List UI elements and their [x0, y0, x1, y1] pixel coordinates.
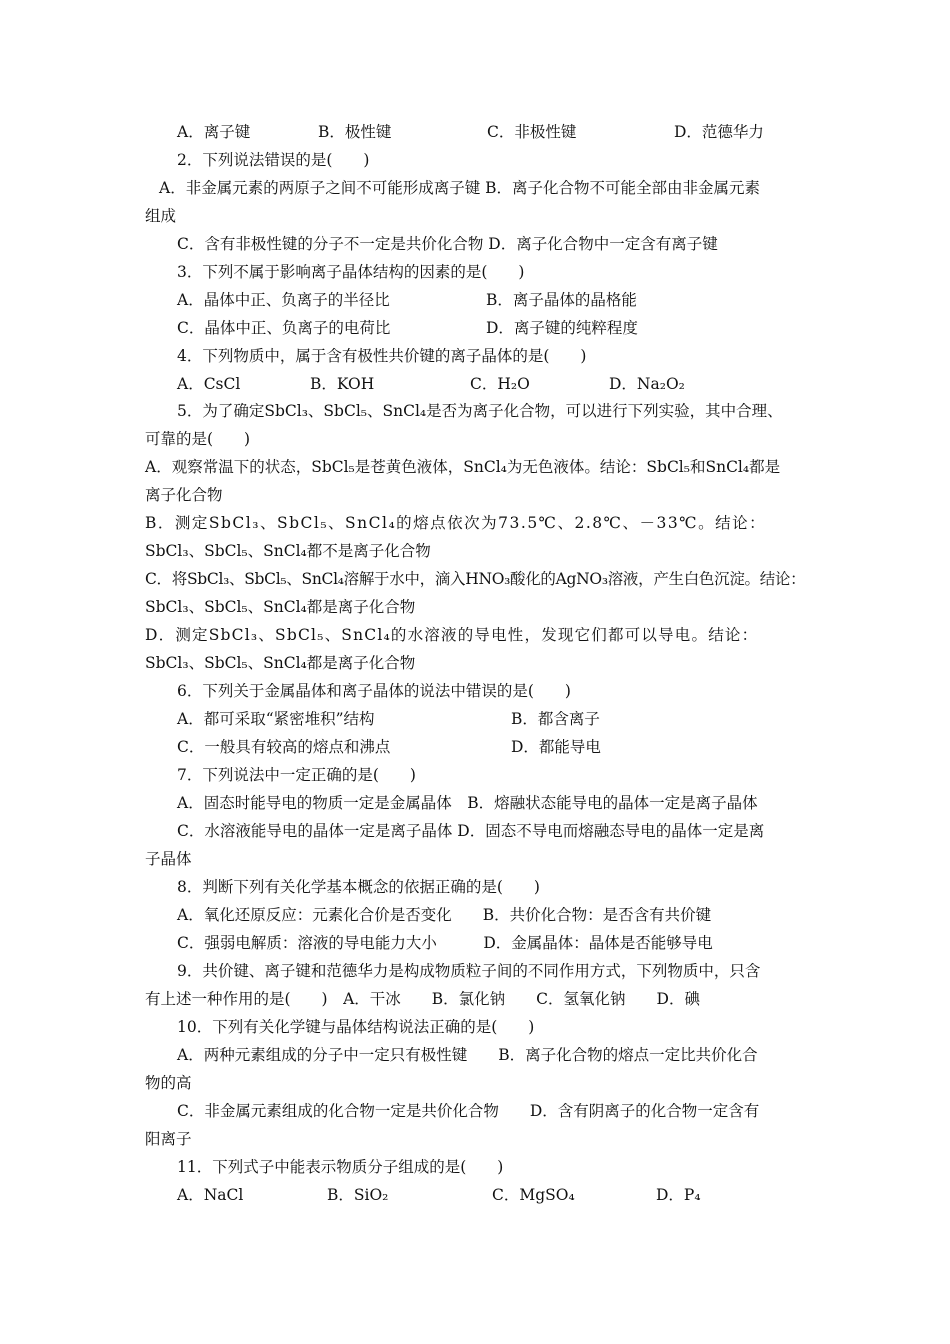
q5-option-d-line1: D．测定SbCl₃、SbCl₅、SnCl₄的水溶液的导电性，发现它们都可以导电。结论： [145, 626, 759, 644]
q5-option-d-line2: SbCl₃、SbCl₅、SnCl₄都是离子化合物 [145, 654, 416, 672]
q4-option-a: A．CsCl [177, 375, 241, 393]
q6-option-b: B．都含离子 [511, 710, 600, 728]
q1-option-d: D．范德华力 [674, 123, 764, 141]
q4-option-c: C．H₂O [470, 375, 530, 393]
q9-stem-line2: 有上述一种作用的是( ) A．干冰 B．氯化钠 C．氢氧化钠 D．碘 [145, 990, 700, 1008]
q6-option-a: A．都可采取“紧密堆积”结构 [177, 710, 375, 728]
q3-stem: 3．下列不属于影响离子晶体结构的因素的是( ) [177, 263, 525, 281]
q11-stem: 11．下列式子中能表示物质分子组成的是( ) [177, 1158, 504, 1176]
q5-option-a-line2: 离子化合物 [145, 486, 223, 504]
q11-option-c: C．MgSO₄ [492, 1186, 575, 1204]
q10-options-ab: A．两种元素组成的分子中一定只有极性键 B．离子化合物的熔点一定比共价化合 [177, 1046, 758, 1064]
q5-option-c-line1: C．将SbCl₃、SbCl₅、SnCl₄溶解于水中，滴入HNO₃酸化的AgNO₃溶液，产生白色沉淀。结论： [145, 570, 806, 588]
q1-option-a: A．离子键 [177, 123, 251, 141]
q4-stem: 4．下列物质中，属于含有极性共价键的离子晶体的是( ) [177, 347, 587, 365]
q10-options-ab-cont: 物的高 [145, 1074, 192, 1092]
q5-option-a-line1: A．观察常温下的状态，SbCl₅是苍黄色液体，SnCl₄为无色液体。结论：SbCl₅和SnCl₄都是 [145, 458, 781, 476]
q5-stem-line1: 5．为了确定SbCl₃、SbCl₅、SnCl₄是否为离子化合物，可以进行下列实验，其中合理、 [177, 402, 783, 420]
q8-options-cd: C．强弱电解质：溶液的导电能力大小 D．金属晶体：晶体是否能够导电 [177, 934, 713, 952]
q6-option-d: D．都能导电 [511, 738, 601, 756]
q8-stem: 8．判断下列有关化学基本概念的依据正确的是( ) [177, 878, 540, 896]
q11-option-b: B．SiO₂ [327, 1186, 389, 1204]
q11-option-d: D．P₄ [656, 1186, 701, 1204]
q5-option-b-line1: B．测定SbCl₃、SbCl₅、SnCl₄的熔点依次为73.5℃、2.8℃、－33℃。结论： [145, 514, 767, 532]
q11-option-a: A．NaCl [177, 1186, 244, 1204]
q10-options-cd-cont: 阳离子 [145, 1130, 192, 1148]
q3-option-d: D．离子键的纯粹程度 [486, 319, 638, 337]
q10-stem: 10．下列有关化学键与晶体结构说法正确的是( ) [177, 1018, 535, 1036]
q2-options-ab-cont: 组成 [145, 207, 177, 225]
q1-option-b: B．极性键 [318, 123, 392, 141]
q4-option-b: B．KOH [310, 375, 375, 393]
q6-stem: 6．下列关于金属晶体和离子晶体的说法中错误的是( ) [177, 682, 571, 700]
q3-option-a: A．晶体中正、负离子的半径比 [177, 291, 390, 309]
q7-options-ab: A．固态时能导电的物质一定是金属晶体 B．熔融状态能导电的晶体一定是离子晶体 [177, 794, 758, 812]
q2-stem: 2．下列说法错误的是( ) [177, 151, 370, 169]
q10-options-cd: C．非金属元素组成的化合物一定是共价化合物 D．含有阴离子的化合物一定含有 [177, 1102, 760, 1120]
q4-option-d: D．Na₂O₂ [609, 375, 685, 393]
q8-options-ab: A．氧化还原反应：元素化合价是否变化 B．共价化合物：是否含有共价键 [177, 906, 712, 924]
q7-options-cd-cont: 子晶体 [145, 850, 192, 868]
q1-option-c: C．非极性键 [487, 123, 577, 141]
q2-options-ab: A．非金属元素的两原子之间不可能形成离子键 B．离子化合物不可能全部由非金属元素 [159, 179, 761, 197]
q9-stem-line1: 9．共价键、离子键和范德华力是构成物质粒子间的不同作用方式，下列物质中，只含 [177, 962, 761, 980]
q5-option-b-line2: SbCl₃、SbCl₅、SnCl₄都不是离子化合物 [145, 542, 431, 560]
q7-stem: 7．下列说法中一定正确的是( ) [177, 766, 416, 784]
q7-options-cd: C．水溶液能导电的晶体一定是离子晶体 D．固态不导电而熔融态导电的晶体一定是离 [177, 822, 765, 840]
q5-stem-line2: 可靠的是( ) [145, 430, 251, 448]
q6-option-c: C．一般具有较高的熔点和沸点 [177, 738, 391, 756]
q3-option-b: B．离子晶体的晶格能 [486, 291, 637, 309]
q2-options-cd: C．含有非极性键的分子不一定是共价化合物 D．离子化合物中一定含有离子键 [177, 235, 718, 253]
q3-option-c: C．晶体中正、负离子的电荷比 [177, 319, 391, 337]
q5-option-c-line2: SbCl₃、SbCl₅、SnCl₄都是离子化合物 [145, 598, 416, 616]
